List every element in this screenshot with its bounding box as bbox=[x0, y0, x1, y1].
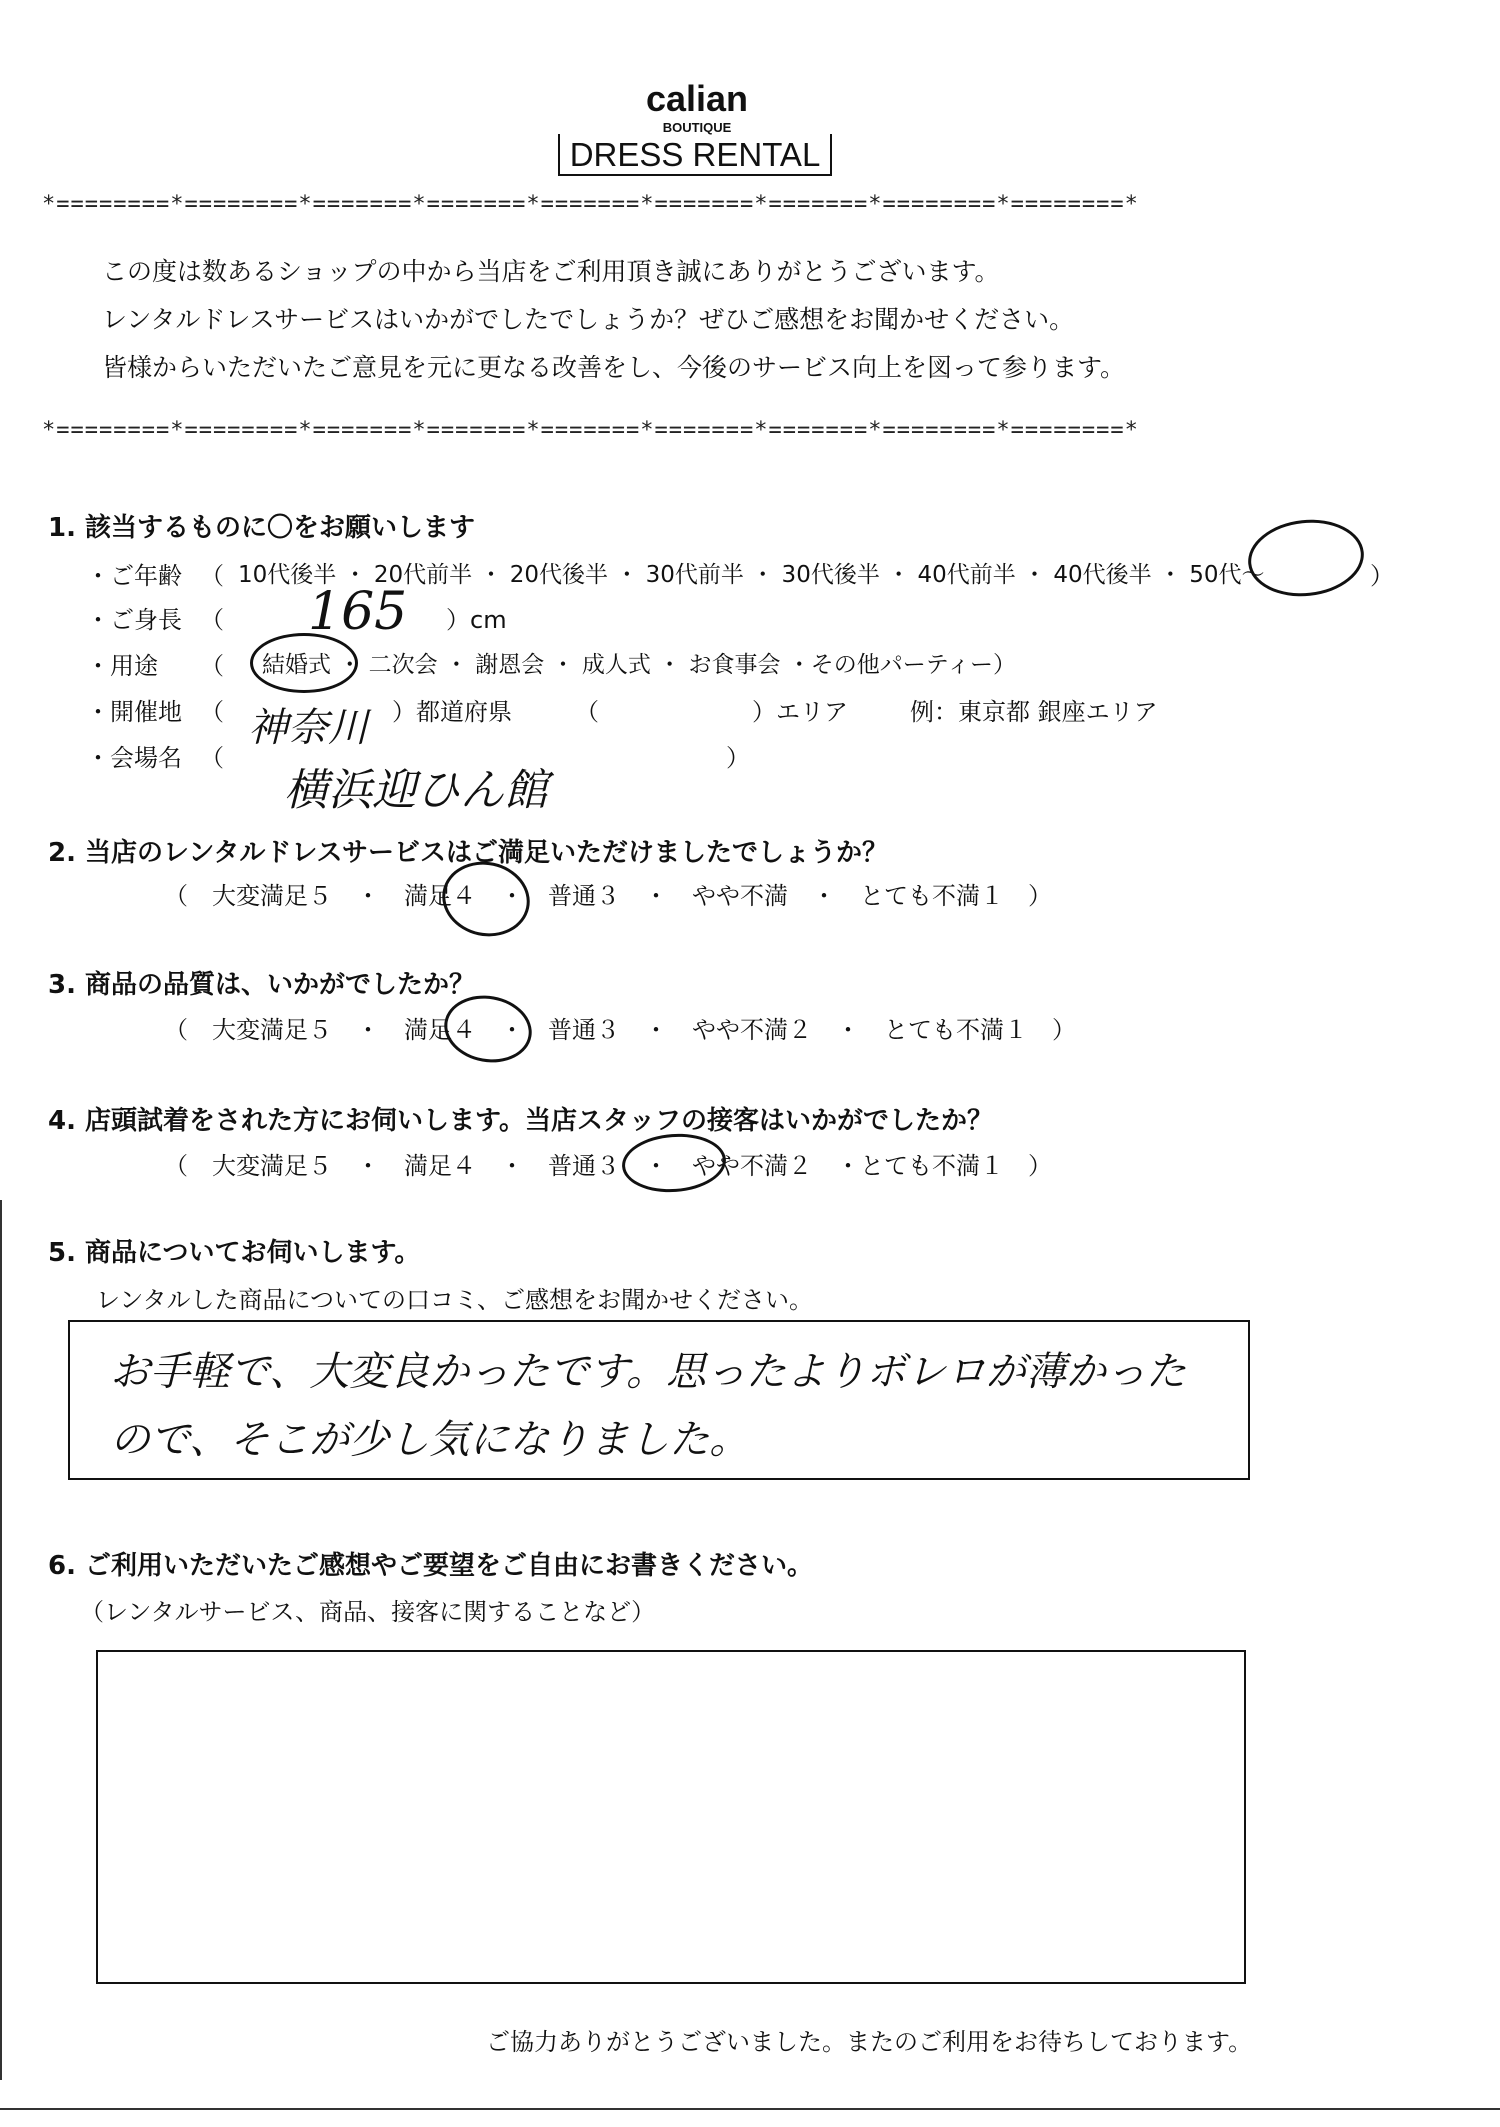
q2-title: 2. 当店のレンタルドレスサービスはご満足いただけましたでしょうか？ bbox=[48, 838, 889, 868]
age-label: ・ご年齢 bbox=[86, 562, 182, 590]
venue-close-paren: ） bbox=[726, 744, 750, 772]
divider-top: *========*========*=======*=======*=======*=======*=======*========*========* bbox=[42, 192, 1139, 217]
footer-thanks: ご協力ありがとうございました。またのご利用をお待ちしております。 bbox=[486, 2028, 1253, 2056]
height-value: 165 bbox=[308, 582, 408, 642]
location-pref-value: 神奈川 bbox=[248, 705, 368, 751]
age-close-paren: ） bbox=[1370, 562, 1394, 590]
venue-open-paren: （ bbox=[200, 744, 224, 772]
q3-options: （ 大変満足５ ・ 満足４ ・ 普通３ ・ やや不満２ ・ とても不満１ ） bbox=[164, 1016, 1076, 1044]
logo-subtitle: BOUTIQUE bbox=[662, 120, 732, 135]
logo-brand-name: calian bbox=[645, 78, 749, 119]
q3-title: 3. 商品の品質は、いかがでしたか？ bbox=[48, 970, 476, 1000]
location-area-open-paren: （ bbox=[575, 698, 599, 726]
q5-answer-line-2: ので、そこが少し気になりました。 bbox=[110, 1417, 750, 1463]
height-label: ・ご身長 bbox=[86, 606, 182, 634]
location-example: 例：東京都 銀座エリア bbox=[910, 698, 1158, 726]
scan-edge-bottom bbox=[0, 2108, 1500, 2110]
purpose-open-paren: （ bbox=[200, 652, 224, 680]
divider-middle: *========*========*=======*=======*=======*=======*=======*========*========* bbox=[42, 418, 1139, 443]
height-open-paren: （ bbox=[200, 606, 224, 634]
height-unit: ）cm bbox=[446, 606, 507, 634]
q5-title: 5. 商品についてお伺いします。 bbox=[48, 1238, 421, 1268]
location-area-suffix: ）エリア bbox=[752, 698, 848, 726]
q4-selection-circle bbox=[620, 1130, 728, 1195]
venue-label: ・会場名 bbox=[86, 744, 182, 772]
logo-service-name: DRESS RENTAL bbox=[558, 134, 832, 176]
intro-line-3: 皆様からいただいたご意見を元に更なる改善をし、今後のサービス向上を図って参ります。 bbox=[102, 353, 1126, 382]
q4-options: （ 大変満足５ ・ 満足４ ・ 普通３ ・ やや不満２ ・とても不満１ ） bbox=[164, 1152, 1052, 1180]
age-options: 10代後半 ・ 20代前半 ・ 20代後半 ・ 30代前半 ・ 30代後半 ・ 40代前半 ・ 40代後半 ・ 50代〜 bbox=[238, 562, 1265, 588]
q4-title: 4. 店頭試着をされた方にお伺いします。当店スタッフの接客はいかがでしたか？ bbox=[48, 1106, 993, 1136]
intro-line-1: この度は数あるショップの中から当店をご利用頂き誠にありがとうございます。 bbox=[102, 257, 1000, 286]
purpose-options: 結婚式 ・ 二次会 ・ 謝恩会 ・ 成人式 ・ お食事会 ・その他パーティー） bbox=[262, 652, 1016, 678]
q5-subtitle: レンタルした商品についての口コミ、ご感想をお聞かせください。 bbox=[96, 1286, 813, 1314]
q6-answer-box bbox=[96, 1650, 1246, 1984]
location-pref-suffix: ）都道府県 bbox=[392, 698, 512, 726]
purpose-selection-circle bbox=[250, 633, 358, 693]
q5-answer-box bbox=[68, 1320, 1250, 1480]
purpose-label: ・用途 bbox=[86, 652, 158, 680]
intro-line-2: レンタルドレスサービスはいかがでしたでしょうか？ぜひご感想をお聞かせください。 bbox=[102, 305, 1075, 334]
q5-answer-line-1: お手軽で、大変良かったです。思ったよりボレロが薄かった bbox=[110, 1349, 1186, 1395]
q2-options: （ 大変満足５ ・ 満足４ ・ 普通３ ・ やや不満 ・ とても不満１ ） bbox=[164, 882, 1052, 910]
brand-logo bbox=[558, 72, 836, 182]
age-open-paren: （ bbox=[200, 562, 224, 590]
q6-title: 6. ご利用いただいたご感想やご要望をご自由にお書きください。 bbox=[48, 1551, 814, 1581]
q6-subtitle: （レンタルサービス、商品、接客に関することなど） bbox=[80, 1598, 656, 1626]
location-open-paren: （ bbox=[200, 698, 224, 726]
scan-edge-left bbox=[0, 1200, 2, 2080]
venue-value: 横浜迎ひん館 bbox=[284, 765, 548, 816]
q1-title: 1. 該当するものに〇をお願いします bbox=[48, 513, 476, 543]
location-label: ・開催地 bbox=[86, 698, 182, 726]
